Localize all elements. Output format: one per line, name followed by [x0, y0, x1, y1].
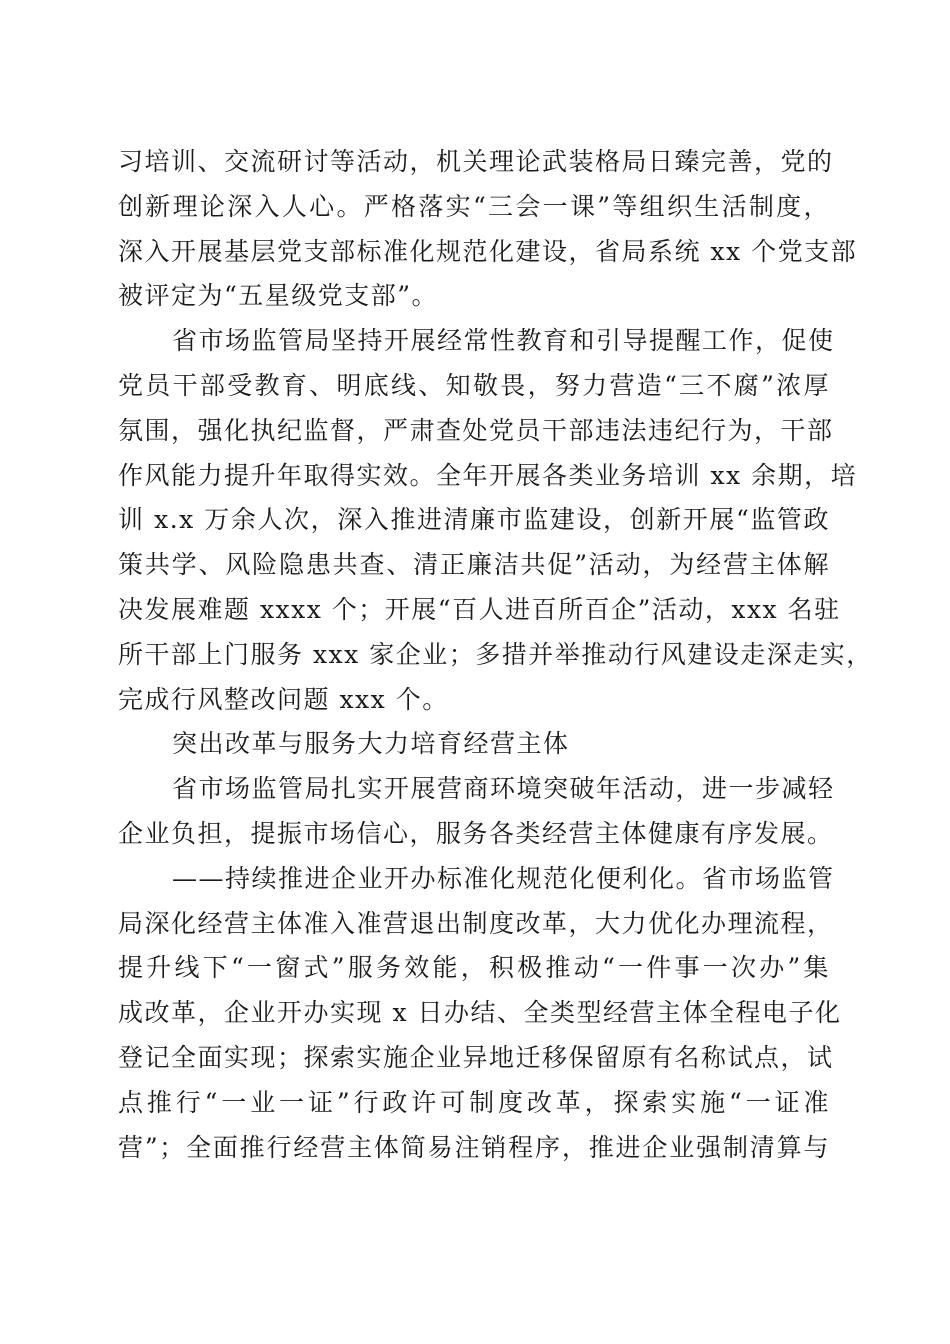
text-line: 创新理论深入人心。严格落实“三会一课”等组织生活制度， [118, 191, 830, 221]
text-line: 省市场监管局坚持开展经常性教育和引导提醒工作，促使 [172, 326, 835, 356]
document-body [118, 140, 873, 1170]
text-line: 企业负担，提振市场信心，服务各类经营主体健康有序发展。 [118, 818, 834, 848]
text-line: 提升线下“一窗式”服务效能，积极推动“一件事一次办”集 [118, 953, 830, 983]
text-line: 党员干部受教育、明底线、知敬畏，努力营造“三不腐”浓厚 [118, 370, 830, 400]
text-line: 策共学、风险隐患共查、清正廉洁共促”活动，为经营主体解 [118, 550, 830, 580]
text-line: 登记全面实现；探索实施企业异地迁移保留原有名称试点，试 [118, 1042, 834, 1072]
text-line: 决发展难题 xxxx 个；开展“百人进百所百企”活动，xxx 名驻 [118, 594, 841, 624]
text-line: 突出改革与服务大力培育经营主体 [172, 729, 570, 759]
text-line: 训 x.x 万余人次，深入推进清廉市监建设，创新开展“监管政 [118, 505, 830, 535]
text-line: ——持续推进企业开办标准化规范化便利化。省市场监管 [172, 863, 835, 893]
text-line: 营”；全面推行经营主体简易注销程序，推进企业强制清算与 [118, 1132, 830, 1162]
text-line: 氛围，强化执纪监督，严肃查处党员干部违法违纪行为，干部 [118, 415, 834, 445]
text-line: 作风能力提升年取得实效。全年开展各类业务培训 xx 余期，培 [118, 460, 858, 490]
text-line: 省市场监管局扎实开展营商环境突破年活动，进一步减轻 [172, 774, 835, 804]
text-line: 点推行“一业一证”行政许可制度改革，探索实施“一证准 [118, 1087, 830, 1117]
text-line: 深入开展基层党支部标准化规范化建设，省局系统 xx 个党支部 [118, 236, 858, 266]
text-line: 成改革，企业开办实现 x 日办结、全类型经营主体全程电子化 [118, 998, 842, 1028]
text-line: 被评定为“五星级党支部”。 [118, 281, 439, 311]
text-line: 习培训、交流研讨等活动，机关理论武装格局日臻完善，党的 [118, 147, 834, 176]
text-line: 局深化经营主体准入准营退出制度改革，大力优化办理流程， [118, 908, 834, 938]
text-line: 所干部上门服务 xxx 家企业；多措并举推动行风建设走深走实， [118, 639, 873, 669]
text-line: 完成行风整改问题 xxx 个。 [118, 684, 449, 714]
